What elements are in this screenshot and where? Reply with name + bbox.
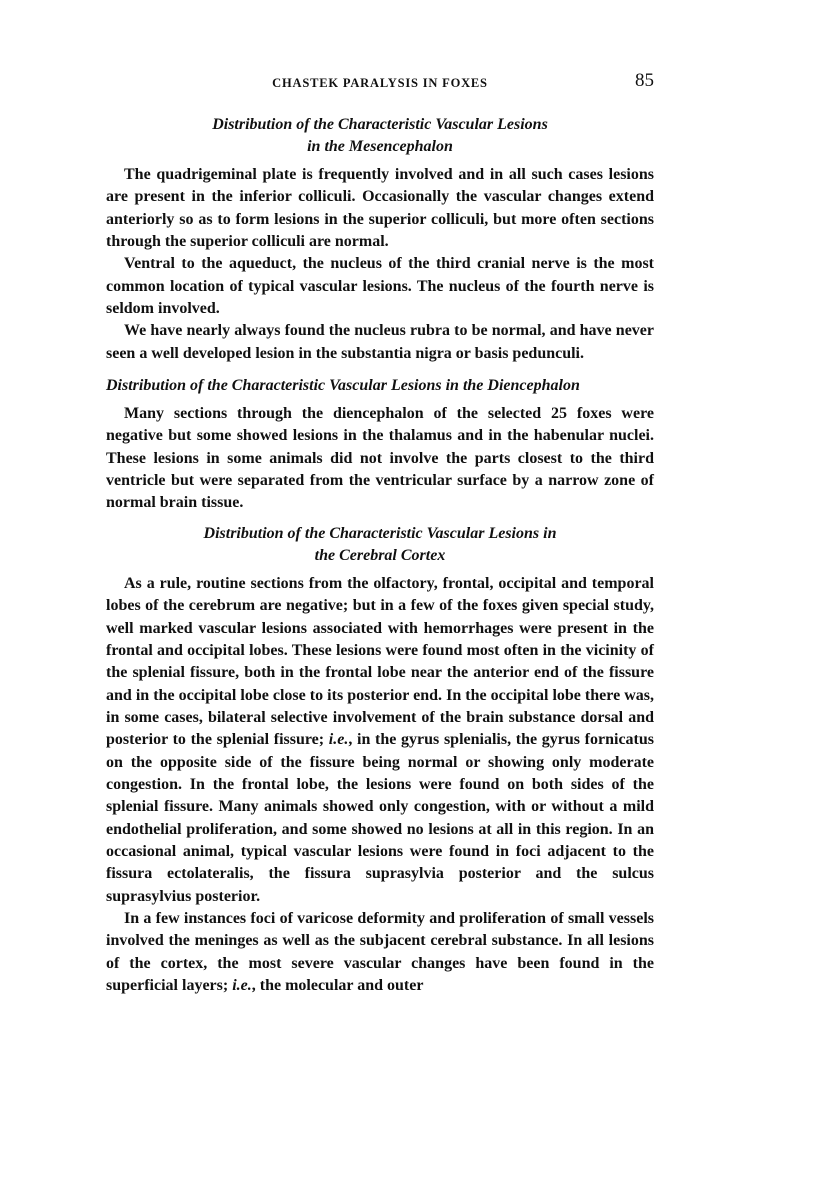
paragraph-text: As a rule, routine sections from the olfactory, frontal, occipital and temporal lobes of the cerebrum are negative; but in a few of the foxes given special study, well marked vascular lesions associated with hemorrhages were present in the frontal and occipital lobes. These lesions were found most often in the vicinity of the splenial fissure, both in the frontal lobe near the anterior end of the fissure and in the occipital lobe close to its posterior end. In the occipital lobe there was, in some cases, bilateral selective involvement of the brain substance dorsal and posterior to the splenial fissure; <box>106 574 654 749</box>
running-title: CHASTEK PARALYSIS IN FOXES <box>272 76 488 90</box>
paragraph-text: In a few instances foci of varicose deformity and proliferation of small vessels involved the meninges as well as the subjacent cerebral substance. In all lesions of the cortex, the most severe vascular changes have been found in the superficial layers; <box>106 909 654 994</box>
section-heading-diencephalon: Distribution of the Characteristic Vascular Lesions in the Diencephalon <box>106 377 580 395</box>
abbreviation-ie: i.e. <box>232 977 252 994</box>
paragraph: The quadrigeminal plate is frequently involved and in all such cases lesions are present in the inferior colliculi. Occasionally the vascular changes extend anteriorly so as to form lesions in the superior colliculi, but more often sections through the superior colliculi are normal. <box>106 166 654 251</box>
body-text <box>106 114 654 997</box>
heading-line: in the Mesencephalon <box>307 138 453 155</box>
paragraph <box>106 573 654 908</box>
paragraph-text: , the molecular and outer <box>251 977 424 994</box>
section-heading-cerebral-cortex <box>106 523 654 567</box>
paragraph: Many sections through the diencephalon of the selected 25 foxes were negative but some showed lesions in the thalamus and in the habenular nuclei. These lesions in some animals did not involve the parts closest to the third ventricle but were separated from the ventricular surface by a narrow zone of normal brain tissue. <box>106 405 654 512</box>
page-number: 85 <box>635 70 654 91</box>
paragraph: We have nearly always found the nucleus rubra to be normal, and have never seen a well developed lesion in the substantia nigra or basis pedunculi. <box>106 322 654 362</box>
heading-line: Distribution of the Characteristic Vascular Lesions in <box>203 524 557 542</box>
abbreviation-ie: i.e. <box>328 731 349 749</box>
heading-line: the Cerebral Cortex <box>314 546 446 564</box>
heading-line: Distribution of the Characteristic Vascular Lesions <box>212 116 548 133</box>
paragraph-text: , in the gyrus splenialis, the gyrus fornicatus on the opposite side of the fissure being normal or showing only moderate congestion. In the frontal lobe, the lesions were found on both sides of the splenial fissure. Many animals showed only congestion, with or without a mild endothelial proliferation, and some showed no lesions at all in this region. In an occasional animal, typical vascular lesions were found in foci adjacent to the fissura ectolateralis, the fissura suprasylvia posterior and the sulcus suprasylvius posterior. <box>106 731 654 905</box>
paragraph: Ventral to the aqueduct, the nucleus of the third cranial nerve is the most common location of typical vascular lesions. The nucleus of the fourth nerve is seldom involved. <box>106 255 654 318</box>
paragraph <box>106 908 654 997</box>
section-heading-mesencephalon <box>106 114 654 158</box>
